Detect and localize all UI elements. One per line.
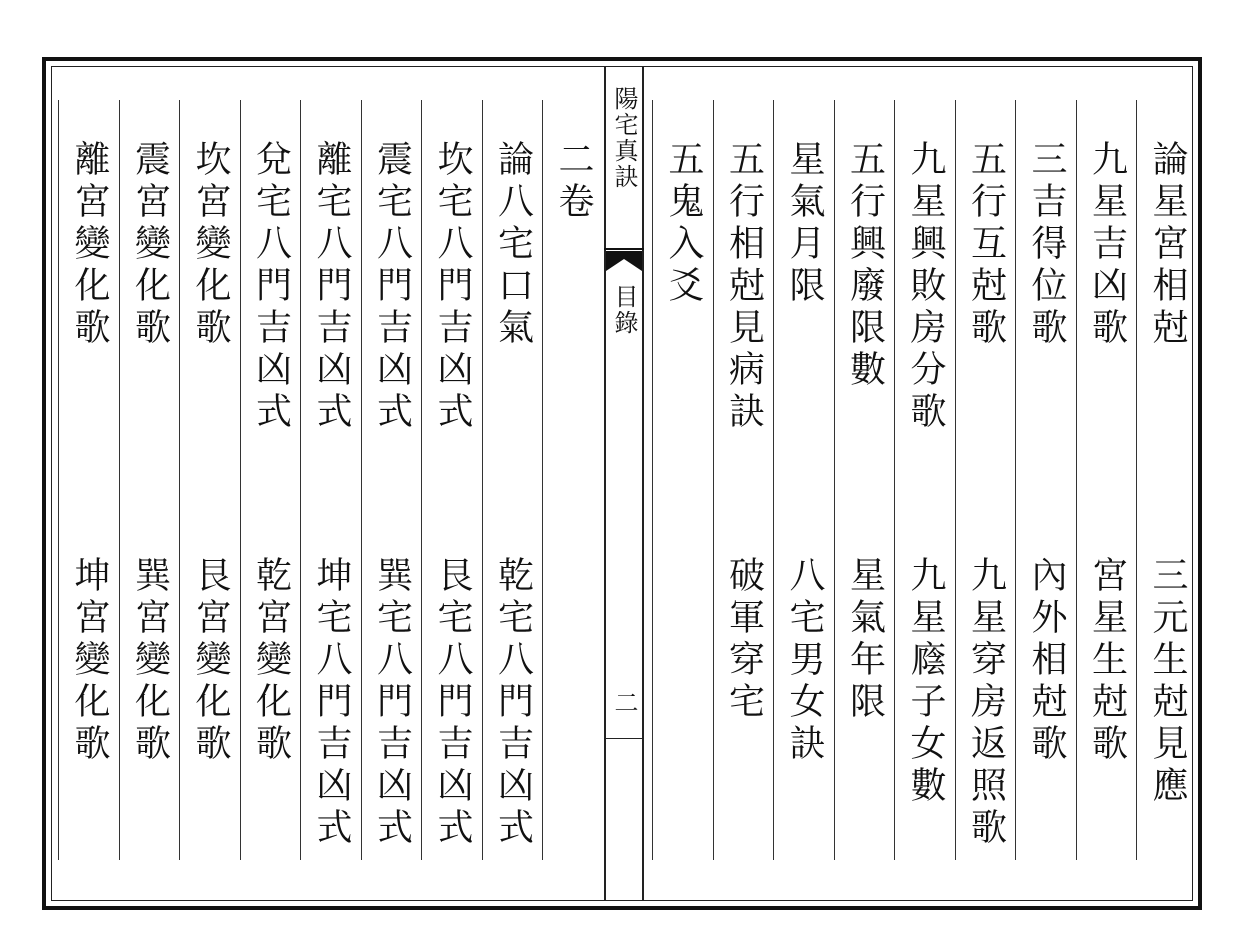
column-rule [1136, 100, 1137, 860]
right-entry-4-top: 五行互尅歌 [965, 140, 1007, 350]
right-entry-9-top: 五鬼入爻 [663, 140, 704, 308]
column-rule [179, 100, 180, 860]
column-rule [955, 100, 956, 860]
left-entry-5-bottom: 坤宅八門吉凶式 [311, 556, 352, 850]
column-rule [482, 100, 483, 860]
column-rule [421, 100, 422, 860]
right-entry-8-top: 五行相尅見病訣 [723, 140, 765, 434]
book-title: 陽宅真訣 [610, 86, 638, 190]
page-number-divider [604, 738, 644, 739]
right-entry-3-top: 三吉得位歌 [1026, 140, 1067, 350]
column-rule [58, 100, 59, 860]
column-rule [1076, 100, 1077, 860]
left-entry-6-top: 兌宅八門吉凶式 [250, 140, 292, 434]
left-entry-8-bottom: 巽宮變化歌 [129, 556, 171, 766]
left-entry-9-top: 離宮變化歌 [69, 140, 110, 350]
right-entry-6-top: 五行興廢限數 [844, 140, 886, 392]
left-entry-4-bottom: 巽宅八門吉凶式 [371, 556, 413, 850]
right-entry-2-top: 九星吉凶歌 [1086, 140, 1128, 350]
left-entry-3-top: 坎宅八門吉凶式 [432, 140, 473, 434]
column-rule [773, 100, 774, 860]
column-rule [240, 100, 241, 860]
right-entry-8-bottom: 破軍穿宅 [723, 556, 765, 724]
right-entry-6-bottom: 星氣年限 [844, 556, 886, 724]
column-rule [300, 100, 301, 860]
column-rule [894, 100, 895, 860]
left-entry-6-bottom: 乾宮變化歌 [250, 556, 292, 766]
column-rule [119, 100, 120, 860]
left-entry-2-bottom: 乾宅八門吉凶式 [492, 556, 534, 850]
left-entry-2-top: 論八宅口氣 [492, 140, 534, 350]
fish-tail-ornament [604, 247, 644, 273]
column-rule [361, 100, 362, 860]
right-entry-3-bottom: 內外相尅歌 [1026, 556, 1067, 766]
right-entry-4-bottom: 九星穿房返照歌 [965, 556, 1007, 850]
left-entry-7-bottom: 艮宮變化歌 [190, 556, 231, 766]
column-rule [652, 100, 653, 860]
column-rule [1015, 100, 1016, 860]
left-entry-1-top: 二卷 [553, 140, 594, 224]
right-entry-5-top: 九星興敗房分歌 [905, 140, 946, 434]
left-entry-4-top: 震宅八門吉凶式 [371, 140, 413, 434]
right-entry-1-bottom: 三元生尅見應 [1147, 556, 1188, 808]
right-entry-1-top: 論星宮相尅 [1147, 140, 1188, 350]
column-rule [834, 100, 835, 860]
left-entry-3-bottom: 艮宅八門吉凶式 [432, 556, 473, 850]
right-entry-7-top: 星氣月限 [784, 140, 825, 308]
right-entry-2-bottom: 宮星生尅歌 [1086, 556, 1128, 766]
section-label: 目錄 [610, 284, 638, 336]
left-entry-7-top: 坎宮變化歌 [190, 140, 231, 350]
center-fold-column [604, 66, 644, 901]
column-rule [542, 100, 543, 860]
left-entry-9-bottom: 坤宮變化歌 [69, 556, 110, 766]
left-entry-5-top: 離宅八門吉凶式 [311, 140, 352, 434]
column-rule [713, 100, 714, 860]
left-entry-8-top: 震宮變化歌 [129, 140, 171, 350]
right-entry-5-bottom: 九星廕子女數 [905, 556, 946, 808]
right-entry-7-bottom: 八宅男女訣 [784, 556, 825, 766]
page-number: 二 [610, 690, 638, 716]
